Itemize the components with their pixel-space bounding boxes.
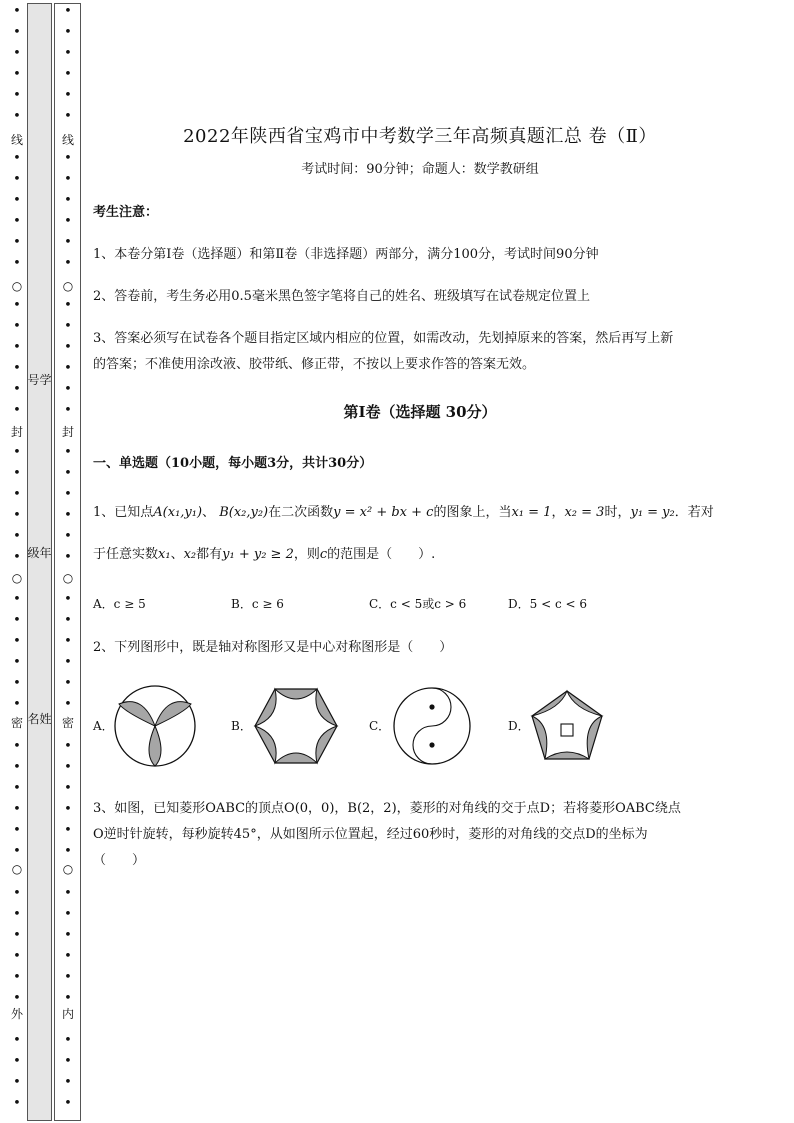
inner-dot: • [64,256,72,271]
q2-stem: 2、下列图形中，既是轴对称图形又是中心对称图形是（ ） [93,640,453,655]
q1-option-b: B．c ≥ 6 [231,597,284,611]
inner-dot: • [64,991,72,1006]
outer-dot: • [13,1054,21,1069]
figure-b-hexagon [253,687,339,765]
part-title: 第Ⅰ卷（选择题 30分） [343,403,497,421]
inner-dot: • [64,25,72,40]
exam-info: 考试时间：90分钟；命题人：数学教研组 [301,162,539,177]
outer-dot: • [13,214,21,229]
outer-dot: • [13,508,21,523]
q1-line-1: 1、已知点A(x₁,y₁)、 B(x₂,y₂)在二次函数y = x² + bx + c的图象上，当x₁ = 1，x₂ = 3时，y₁ = y₂．若对 [93,505,714,520]
outer-dot: • [13,1033,21,1048]
inner-dot: • [64,823,72,838]
inner-dot: • [64,508,72,523]
inner-dot: • [64,802,72,817]
inner-dot: • [64,676,72,691]
outer-seal-word: 密 [10,716,23,730]
outer-dot: • [13,25,21,40]
outer-dot: • [13,4,21,19]
inner-dot: • [64,739,72,754]
q2-label-b: B． [231,719,252,733]
outer-dot: • [13,928,21,943]
outer-dot: • [13,550,21,565]
outer-dot: • [13,970,21,985]
outer-dot: • [13,802,21,817]
outer-seal-word: 线 [10,133,23,147]
q2-label-c: C． [369,719,391,733]
outer-dot: • [13,592,21,607]
outer-circle: ○ [11,862,23,876]
inner-dot: • [64,88,72,103]
inner-circle: ○ [62,571,74,585]
inner-dot: • [64,466,72,481]
inequality: y₁ + y₂ ≥ 2 [222,547,294,562]
inner-dot: • [64,634,72,649]
q3-line-3: （ ） [93,853,146,868]
notice-heading: 考生注意： [93,205,159,220]
inner-dot: • [64,319,72,334]
outer-seal-word: 封 [10,425,23,439]
outer-dot: • [13,340,21,355]
outer-circle: ○ [11,279,23,293]
q3-line-2: O逆时针旋转，每秒旋转45°，从如图所示位置起，经过60秒时，菱形的对角线的交点D的坐标为 [93,827,648,842]
outer-dot: • [13,151,21,166]
outer-dot: • [13,46,21,61]
class-label: 级年 [27,546,52,560]
outer-dot: • [13,109,21,124]
q1-option-a: A．c ≥ 5 [93,597,146,611]
q2-label-d: D． [508,719,530,733]
outer-dotted-line [10,0,24,1123]
inner-dot: • [64,298,72,313]
quadratic-function: y = x² + bx + c [333,505,434,520]
inner-seal-word: 内 [61,1007,74,1021]
inner-dot: • [64,214,72,229]
binding-gutter [0,0,84,1123]
name-label: 名姓 [27,712,52,726]
figure-d-pentagon [530,689,604,761]
inner-seal-word: 线 [61,133,74,147]
q1-option-c: C．c < 5或c > 6 [369,597,467,611]
q2-label-a: A． [93,719,114,733]
inner-dot: • [64,4,72,19]
outer-dot: • [13,466,21,481]
notice-item-3-cont: 的答案；不准使用涂改液、胶带纸、修正带，不按以上要求作答的答案无效。 [93,357,536,372]
inner-dot: • [64,235,72,250]
inner-dot: • [64,886,72,901]
inner-dot: • [64,781,72,796]
inner-dot: • [64,928,72,943]
student-id-label: 号学 [27,373,52,387]
outer-dot: • [13,445,21,460]
figure-c-yin-yang [392,686,472,766]
inner-dot: • [64,1096,72,1111]
outer-circle: ○ [11,571,23,585]
outer-dot: • [13,298,21,313]
inner-dot: • [64,844,72,859]
outer-dot: • [13,67,21,82]
inner-dot: • [64,613,72,628]
inner-dot: • [64,403,72,418]
page-title: 2022年陕西省宝鸡市中考数学三年高频真题汇总 卷（Ⅱ） [183,126,657,147]
inner-dot: • [64,382,72,397]
outer-dot: • [13,235,21,250]
outer-dot: • [13,319,21,334]
inner-dot: • [64,445,72,460]
inner-dot: • [64,970,72,985]
outer-dot: • [13,676,21,691]
inner-dot: • [64,655,72,670]
section-heading: 一、单选题（10小题，每小题3分，共计30分） [93,456,373,471]
outer-dot: • [13,634,21,649]
outer-dot: • [13,382,21,397]
inner-seal-word: 密 [61,716,74,730]
inner-dot: • [64,487,72,502]
inner-dot: • [64,67,72,82]
inner-dot: • [64,760,72,775]
outer-dot: • [13,886,21,901]
outer-dot: • [13,991,21,1006]
inner-dot: • [64,949,72,964]
notice-item-1: 1、本卷分第Ⅰ卷（选择题）和第Ⅱ卷（非选择题）两部分，满分100分，考试时间90分钟 [93,247,599,262]
outer-dot: • [13,487,21,502]
inner-dotted-line [61,0,75,1123]
outer-dot: • [13,172,21,187]
outer-dot: • [13,1096,21,1111]
inner-dot: • [64,151,72,166]
outer-dot: • [13,403,21,418]
q1-line-2: 于任意实数x₁、x₂都有y₁ + y₂ ≥ 2，则c的范围是（ ）. [93,547,436,562]
point-a: A(x₁,y₁) [153,505,203,520]
inner-circle: ○ [62,862,74,876]
outer-dot: • [13,256,21,271]
q1-option-d: D．5 < c < 6 [508,597,587,611]
outer-seal-word: 外 [10,1007,23,1021]
inner-dot: • [64,907,72,922]
outer-dot: • [13,697,21,712]
inner-seal-word: 封 [61,425,74,439]
inner-dot: • [64,592,72,607]
inner-dot: • [64,1033,72,1048]
inner-dot: • [64,529,72,544]
inner-dot: • [64,172,72,187]
notice-item-2: 2、答卷前，考生务必用0.5毫米黑色签字笔将自己的姓名、班级填写在试卷规定位置上 [93,289,590,304]
inner-dot: • [64,550,72,565]
inner-dot: • [64,340,72,355]
outer-dot: • [13,655,21,670]
inner-dot: • [64,46,72,61]
inner-dot: • [64,193,72,208]
inner-dot: • [64,109,72,124]
outer-dot: • [13,193,21,208]
outer-dot: • [13,844,21,859]
outer-dot: • [13,739,21,754]
outer-dot: • [13,529,21,544]
inner-circle: ○ [62,279,74,293]
inner-dot: • [64,1054,72,1069]
point-b: B(x₂,y₂) [219,505,269,520]
outer-dot: • [13,1075,21,1090]
outer-dot: • [13,613,21,628]
q3-line-1: 3、如图，已知菱形OABC的顶点O(0，0)，B(2，2)，菱形的对角线的交于点D；若将菱形OABC绕点 [93,801,681,816]
outer-dot: • [13,949,21,964]
outer-dot: • [13,361,21,376]
inner-dot: • [64,1075,72,1090]
outer-dot: • [13,88,21,103]
outer-dot: • [13,781,21,796]
notice-item-3: 3、答案必须写在试卷各个题目指定区域内相应的位置，如需改动，先划掉原来的答案，然后再写上新 [93,331,674,346]
outer-dot: • [13,907,21,922]
figure-a-three-petals [113,684,197,768]
outer-dot: • [13,760,21,775]
inner-dot: • [64,697,72,712]
outer-dot: • [13,823,21,838]
inner-dot: • [64,361,72,376]
